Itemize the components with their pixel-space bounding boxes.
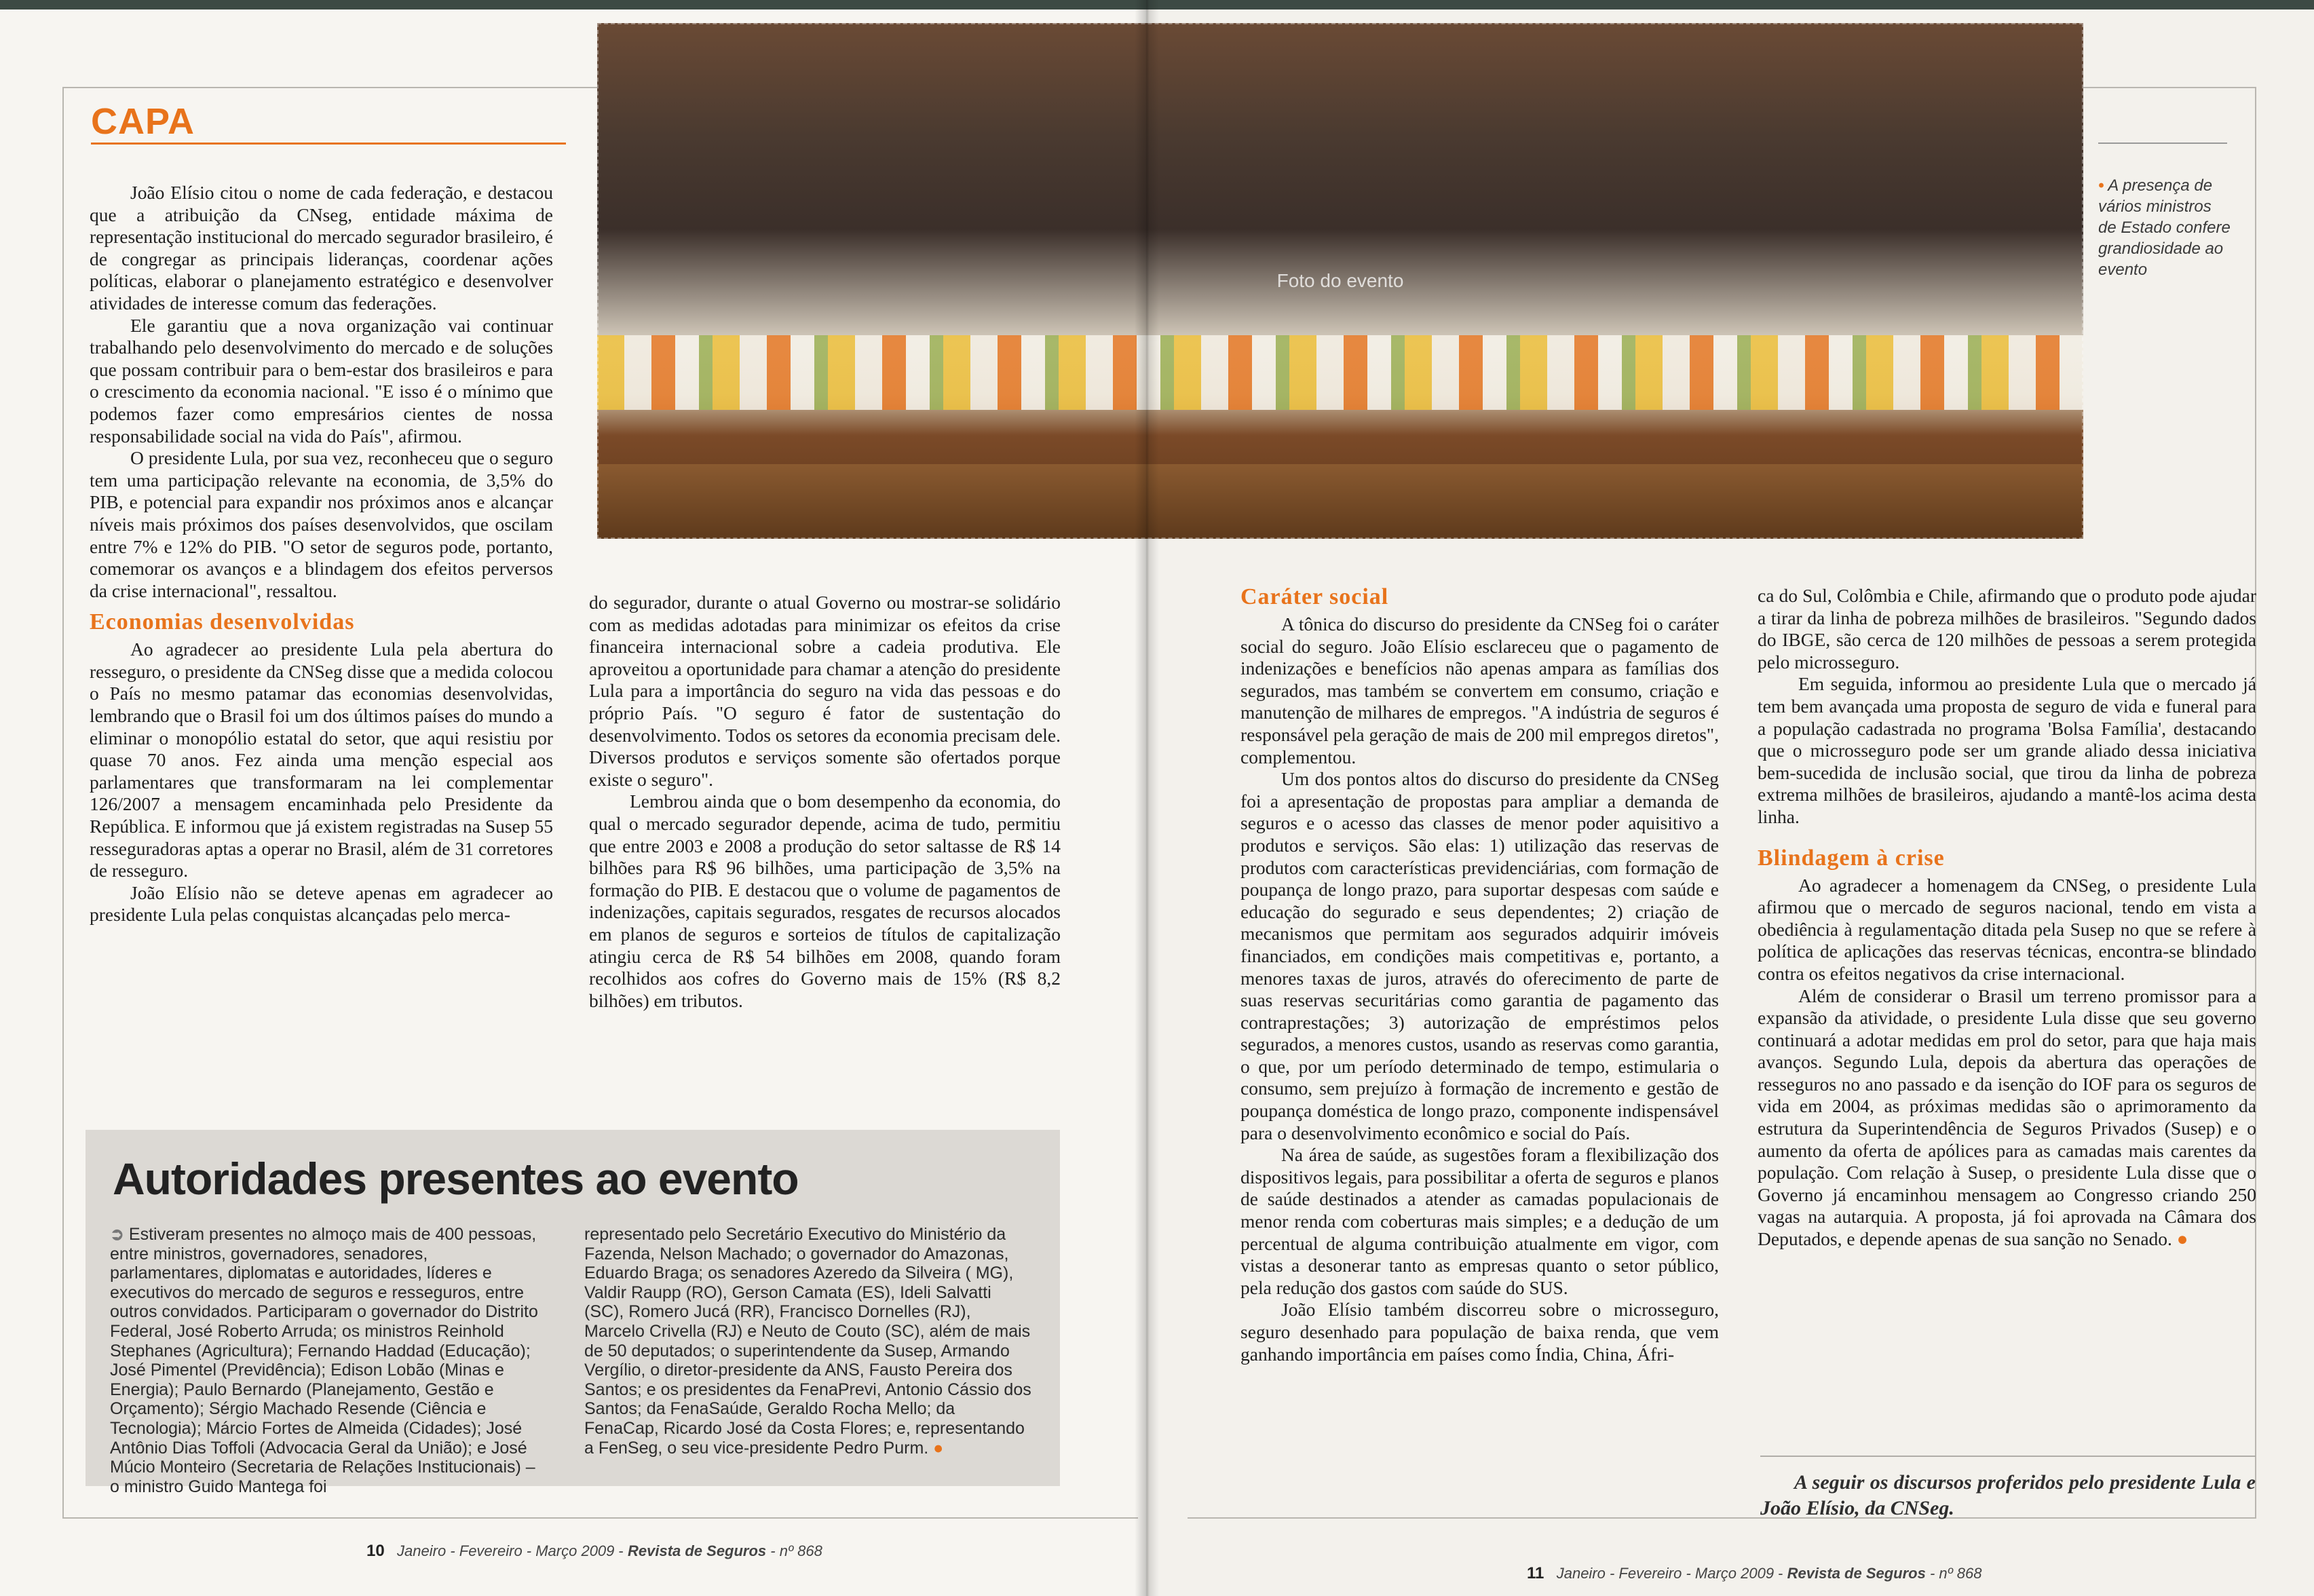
subheading-carater-social: Caráter social [1240, 584, 1389, 609]
paragraph: O presidente Lula, por sua vez, reconheceu que o seguro tem uma participação relevante na economia, de 3,5% do PIB, e potencial para expandir nos próximos anos e alcançar níveis mais próximos dos países desenvolvidos, que oscilam entre 7% e 12% do PIB. "O setor de seguros pode, portanto, comemorar os avanços e a blindagem dos efeitos perversos da crise internacional", ressaltou. [90, 447, 553, 601]
page-spine [1135, 0, 1159, 1596]
subheading-economias: Economias desenvolvidas [90, 609, 355, 635]
photo-caption [2098, 175, 2234, 280]
paragraph: João Elísio não se deteve apenas em agradecer ao presidente Lula pelas conquistas alcançadas pelo merca- [90, 881, 553, 926]
end-mark-icon: ● [2176, 1228, 2188, 1250]
page-number: 11 [1527, 1564, 1544, 1582]
footer-magazine: Revista de Seguros [1787, 1565, 1926, 1582]
box-column-1 [110, 1225, 544, 1496]
paragraph: Lembrou ainda que o bom desempenho da economia, do qual o mercado segurador depende, acima de tudo, permitiu que entre 2003 e 2008 a produção do setor saltasse de R$ 14 bilhões para R$ 96 bilhões, uma participação de 3,5% na formação do PIB. E destacou que o volume de pagamentos de indenizações, capitais segurados, resgates de recursos alocados em planos de seguros e sorteios de títulos de capitalização atingiu cerca de R$ 54 bilhões em 2008, quando foram recolhidos aos cofres do Governo mais de 15% (R$ 8,2 bilhões) em tributos. [589, 791, 1061, 1011]
paragraph: João Elísio também discorreu sobre o microsseguro, seguro desenhado para população de baixa renda, que vem ganhando importância em países como Índia, China, Áfri- [1240, 1299, 1719, 1365]
paragraph: do segurador, durante o atual Governo ou mostrar-se solidário com as medidas adotadas para minimizar os efeitos da crise financeira internacional sobre a cadeia produtiva. Ele aproveitou a oportunidade para chamar a atenção do presidente Lula para a importância do seguro na vida das pessoas e do próprio País. "O seguro é fator de sustentação do desenvolvimento. Todos os setores da economia precisam dele. Diversos produtos e serviços somente são ofertados porque existe o seguro". [589, 592, 1061, 790]
event-photo [597, 23, 2083, 539]
closing-rule [1760, 1456, 2256, 1457]
footer-right [1527, 1564, 1982, 1583]
article-column-4 [1758, 585, 2256, 1251]
footer-issue: - nº 868 [1929, 1565, 1982, 1582]
paragraph: Ele garantiu que a nova organização vai continuar trabalhando pelo desenvolvimento do mercado e de soluções que possam contribuir para o bem-estar dos brasileiros e para o crescimento da economia nacional. "E isso é o mínimo que podemos fazer como empresários cientes de nossa responsabilidade social na vida do País", afirmou. [90, 314, 553, 446]
paragraph: Ao agradecer ao presidente Lula pela abertura do resseguro, o presidente da CNSeg disse que a medida colocou o País no mesmo patamar das economias desenvolvidas, lembrando que o Brasil foi um dos últimos países do mundo a eliminar o monopólio estatal do setor, que aqui resistiu por quase 70 anos. Fez ainda uma menção especial aos parlamentares que transformaram na lei complementar 126/2007 a mensagem encaminhada pelo Presidente da República. E informou que já existem registradas na Susep 55 resseguradoras aptas a operar no Brasil, além de 31 corretores de resseguro. [90, 639, 553, 881]
article-column-1 [90, 182, 553, 926]
paragraph: ca do Sul, Colômbia e Chile, afirmando que o produto pode ajudar a tirar da linha de pobreza milhões de brasileiros. "Segundo dados do IBGE, são cerca de 120 milhões de pessoas a serem protegida pelo microsseguro. [1758, 585, 2256, 672]
paragraph: Em seguida, informou ao presidente Lula que o mercado já tem bem avançada uma proposta de seguro de vida e funeral para a população cadastrada no programa 'Bolsa Família', destacando que o microsseguro pode ser um grande aliado dessa iniciativa bem-sucedida de inclusão social, que tirou da linha de pobreza extrema milhões de brasileiros, ajudando a mantê-los acima desta linha. [1758, 673, 2256, 827]
arrow-bullet-icon: ➲ [110, 1225, 124, 1244]
box-text: representado pelo Secretário Executivo do Ministério da Fazenda, Nelson Machado; o governador do Amazonas, Eduardo Braga; os senadores Azeredo da Silveira ( MG), Valdir Raupp (RO), Gerson Camata (ES), Ideli Salvatti (SC), Romero Jucá (RR), Francisco Dornelles (RJ), Marcelo Crivella (RJ) e Neuto de Couto (SC), além de mais de 50 deputados; o superintendente da Susep, Armando Vergílio, o diretor-presidente da ANS, Fausto Pereira dos Santos; e os presidentes da FenaPrevi, Antonio Cássio dos Santos; da FenaSaúde, Geraldo Rocha Mello; da FenaCap, Ricardo José da Costa Flores; e, representando a FenSeg, o seu vice-presidente Pedro Purm. [584, 1225, 1031, 1458]
section-rule [91, 142, 566, 145]
box-title: Autoridades presentes ao evento [113, 1154, 799, 1204]
caption-rule [2098, 142, 2227, 144]
end-mark-icon: ● [933, 1438, 944, 1458]
box-column-2 [584, 1225, 1032, 1458]
paragraph: João Elísio citou o nome de cada federação, e destacou que a atribuição da CNseg, entidade máxima de representação institucional do mercado segurador brasileiro, é de congregar as principais lideranças, coordenar ações políticas, elaborar o planejamento estratégico e desenvolver atividades de interesse comum das federações. [90, 182, 553, 314]
footer-left [366, 1542, 822, 1561]
paragraph: A tônica do discurso do presidente da CNSeg foi o caráter social do seguro. João Elísio esclareceu que o pagamento de indenizações e benefícios não apenas ampara as famílias dos segurados, mas também se convertem em consumo, criação e manutenção de milhares de empregos. "A indústria de seguros é responsável pela geração de mais de 200 mil empregos diretos", complementou. [1240, 613, 1719, 767]
box-text: Estiveram presentes no almoço mais de 400 pessoas, entre ministros, governadores, senadores, parlamentares, diplomatas e autoridades, líderes e executivos do mercado de seguros e resseguros, entre outros convidados. Participaram o governador do Distrito Federal, José Roberto Arruda; os ministros Reinhold Stephanes (Agricultura); Fernando Haddad (Educação); José Pimentel (Previdência); Edison Lobão (Minas e Energia); Paulo Bernardo (Planejamento, Gestão e Orçamento); Sérgio Machado Resende (Ciência e Tecnologia); Márcio Fortes de Almeida (Cidades); José Antônio Dias Toffoli (Advocacia Geral da União); e José Múcio Monteiro (Secretaria de Relações Institucionais) – o ministro Guido Mantega foi [110, 1225, 538, 1496]
article-column-3 [1240, 577, 1719, 1365]
paragraph: Um dos pontos altos do discurso do presidente da CNSeg foi a apresentação de propostas para ampliar a demanda de seguros e o acesso das classes de menor poder aquisitivo a produtos e serviços. São elas: 1) utilização das reservas de produtos com características previdenciárias, com formação de poupança de longo prazo, para suportar despesas com saúde e educação do segurado e seus dependentes; 2) criação de mecanismos que permitam aos segurados adquirir imóveis financiados, em condições mais competitivas e, portanto, a menores taxas de juros, através do oferecimento de parte de suas reservas securitárias como garantia de pagamento das contraprestações; 3) autorização de empréstimos pelos segurados, a menores custos, usando as reservas como garantia, o que, por um período determinado de tempo, estimularia o consumo, sem prejuízo à formação de incremento e gestão de poupança doméstica de longo prazo, componente indispensável para o desenvolvimento econômico e social do País. [1240, 768, 1719, 1143]
paragraph: Na área de saúde, as sugestões foram a flexibilização dos dispositivos legais, para possibilitar a oferta de seguros e planos de saúde destinados a atender as camadas populacionais de menor renda com coberturas mais simples; e a dedução de um percentual de alguma contribuição atualmente em vigor, com vistas a desonerar tanto as empresas quanto o setor público, pela redução dos gastos com saúde do SUS. [1240, 1144, 1719, 1298]
closing-note: A seguir os discursos proferidos pelo presidente Lula e João Elísio, da CNSeg. [1760, 1471, 2256, 1519]
paragraph-text: Além de considerar o Brasil um terreno promissor para a expansão da atividade, o presidente Lula disse que seu governo continuará a adotar medidas em prol do setor, para que haja mais avanços. Segundo Lula, depois da abertura das operações de resseguros no ano passado e da isenção do IOF para os seguros de vida em 2004, as próximas medidas são o aprimoramento da estrutura da Superintendência de Seguros Privados (Susep) e o aumento da oferta de apólices para as camadas mais carentes da população. Com relação à Susep, o presidente Lula disse que o Governo já encaminhou mensagem ao Congresso criando 250 vagas na autarquia. A proposta, já foi aprovada na Câmara dos Deputados, e depende apenas de sua sanção no Senado. [1758, 985, 2256, 1250]
paragraph: Ao agradecer a homenagem da CNSeg, o presidente Lula afirmou que o mercado de seguros nacional, tendo em vista a obediência à regulamentação ditada pela Susep no que se refere à política de aplicações das reservas técnicas, encontra-se blindado contra os efeitos negativos da crise internacional. [1758, 874, 2256, 984]
photo-placeholder-label: Foto do evento [1276, 270, 1404, 291]
section-label: CAPA [91, 101, 195, 142]
caption-bullet-icon: • [2098, 176, 2104, 195]
footer-magazine: Revista de Seguros [627, 1542, 767, 1559]
footer-sep: - [618, 1542, 624, 1559]
sidebar-box-autoridades [86, 1130, 1060, 1496]
footer-date: Janeiro - Fevereiro - Março 2009 [1556, 1565, 1775, 1582]
article-column-2 [589, 592, 1061, 1012]
footer-issue: - nº 868 [770, 1542, 822, 1559]
page-number: 10 [366, 1542, 385, 1560]
caption-text: A presença de vários ministros de Estado confere grandiosidade ao evento [2098, 176, 2231, 279]
subheading-blindagem: Blindagem à crise [1758, 845, 1945, 871]
footer-sep: - [1778, 1565, 1783, 1582]
footer-date: Janeiro - Fevereiro - Março 2009 [397, 1542, 615, 1559]
paragraph [1758, 985, 2256, 1251]
